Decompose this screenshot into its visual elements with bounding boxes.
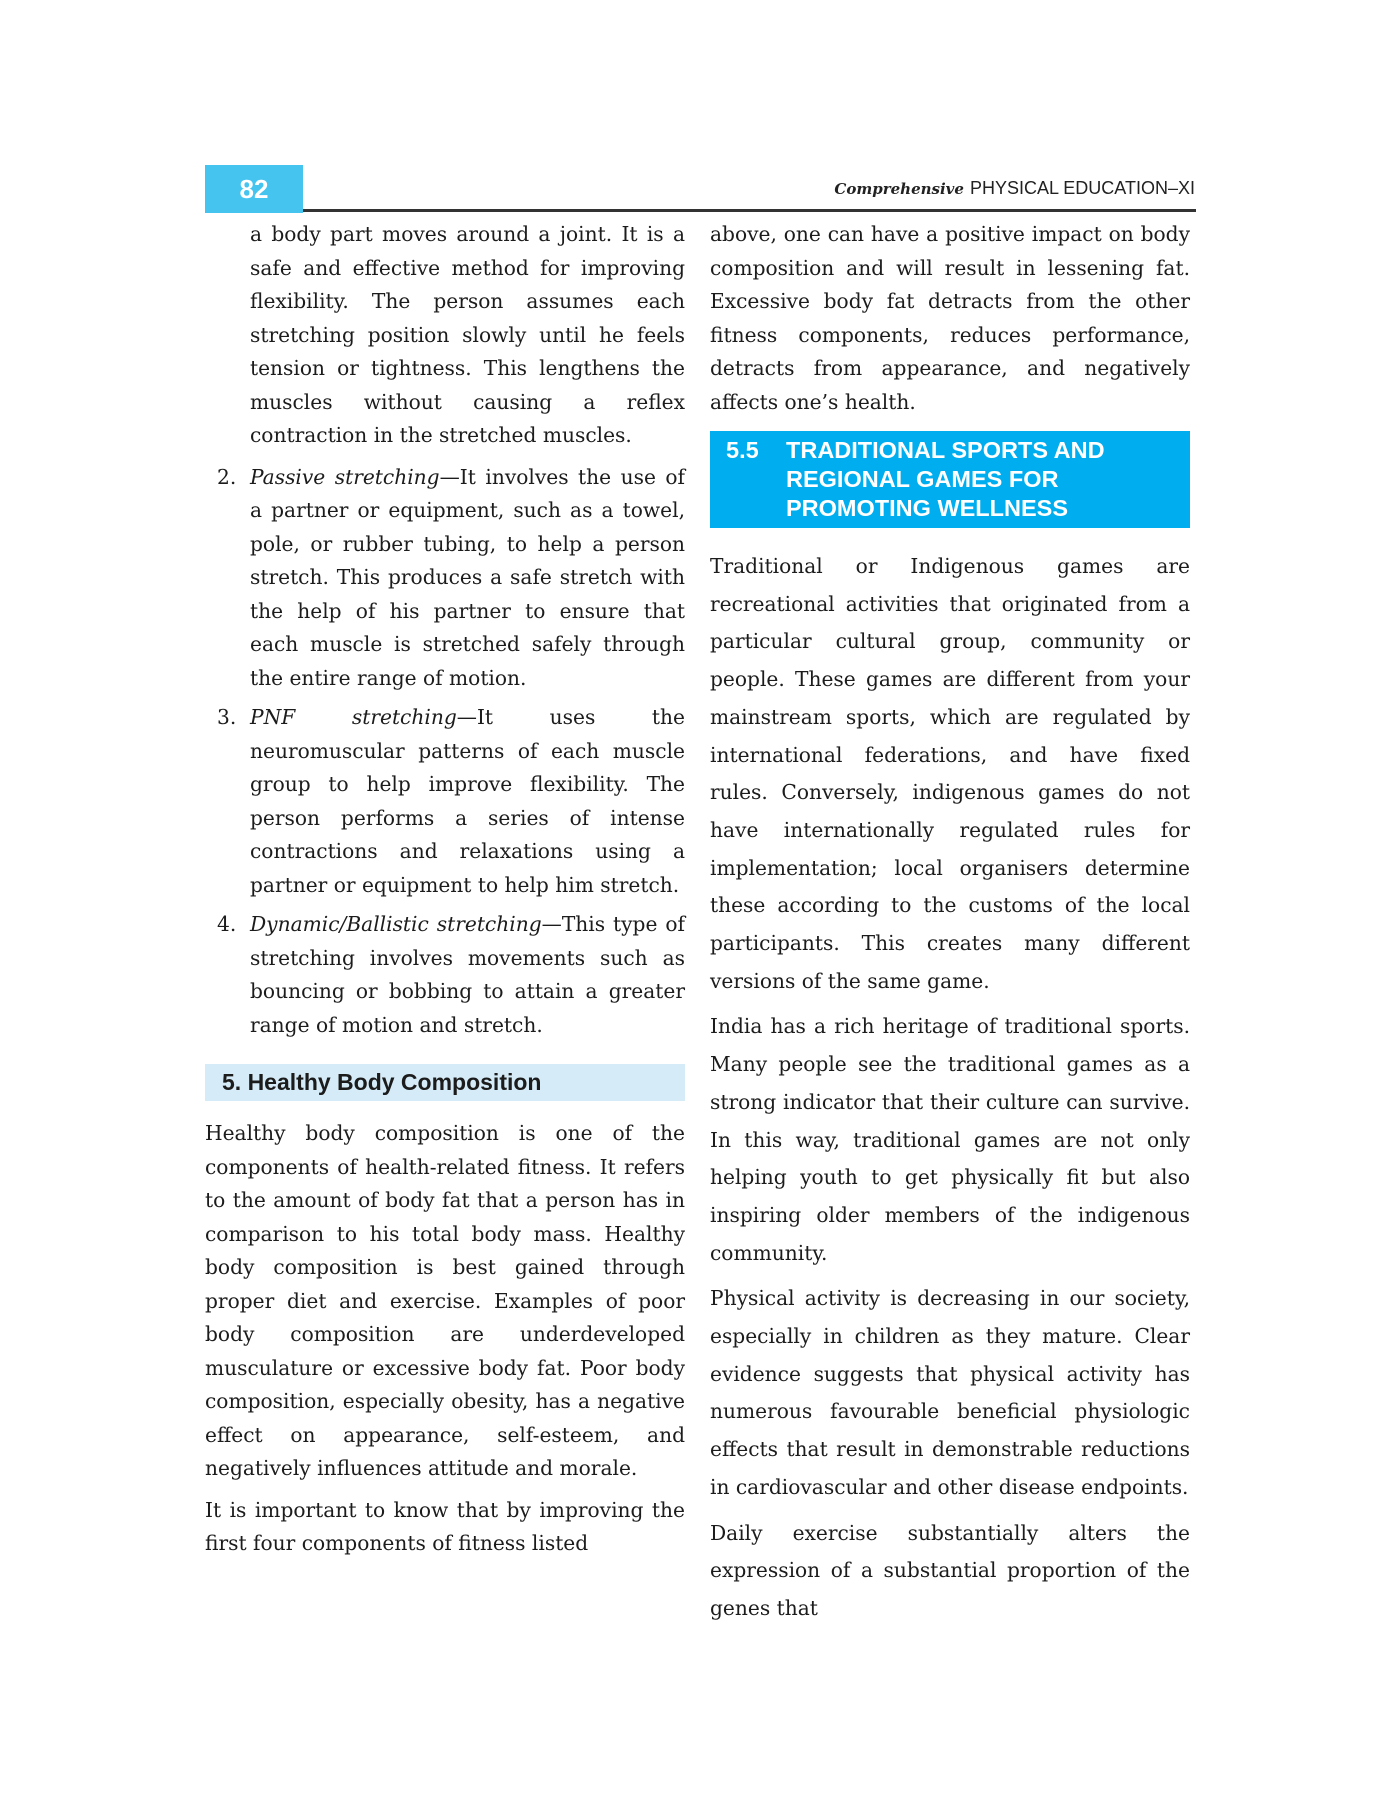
- paragraph: Traditional or Indigenous games are recreational activities that originated from a particular cultural group, community or people. These games are different from your mainstream sports, which are regulated by international federations, and have fixed rules. Conversely, indigenous games do not have internationally regulated rules for implementation; local organisers determine these according to the customs of the local participants. This creates many different versions of the same game.: [710, 554, 1190, 993]
- page-number: 82: [205, 165, 303, 213]
- section-title: TRADITIONAL SPORTS AND REGIONAL GAMES FOR PROMOTING WELLNESS: [786, 437, 1105, 521]
- right-column: [710, 218, 1190, 1636]
- paragraph: Daily exercise substantially alters the expression of a substantial proportion of the genes that: [710, 1520, 1190, 1620]
- continuation-paragraph: a body part moves around a joint. It is a safe and effective method for improving flexibility. The person assumes each stretching position slowly until he feels tension or tightness. This lengthens the muscles without causing a reflex contraction in the stretched muscles.: [250, 222, 685, 447]
- book-title: PHYSICAL EDUCATION–XI: [969, 178, 1195, 198]
- left-column: [205, 218, 685, 1569]
- section-number: 5.5: [726, 437, 759, 463]
- subheading-body-composition: 5. Healthy Body Composition: [205, 1064, 685, 1101]
- paragraph: Physical activity is decreasing in our society, especially in children as they mature. Clear evidence suggests that physical activity has numerous favourable beneficial physiologic effects that result in demonstrable reductions in cardiovascular and other disease endpoints.: [710, 1286, 1190, 1499]
- list-item-pnf-stretching: [205, 701, 685, 902]
- paragraph: India has a rich heritage of traditional sports. Many people see the traditional games as a strong indicator that their culture can survive. In this way, traditional games are not only helping youth to get physically fit but also inspiring older members of the indigenous community.: [710, 1014, 1190, 1265]
- list-term: PNF stretching: [250, 705, 457, 729]
- list-item-passive-stretching: [205, 461, 685, 696]
- list-text: —This type of stretching involves movements such as bouncing or bobbing to attain a greater range of motion and stretch.: [250, 912, 685, 1037]
- list-text: —It involves the use of a partner or equipment, such as a towel, pole, or rubber tubing, to help a person stretch. This produces a safe stretch with the help of his partner to ensure that each muscle is stretched safely through the entire range of motion.: [250, 464, 686, 690]
- list-term: Passive stretching: [250, 464, 440, 489]
- continuation-paragraph: above, one can have a positive impact on body composition and will result in lessening fat. Excessive body fat detracts from the other fitness components, reduces performance, detracts from appearance, and negatively affects one’s health.: [710, 222, 1190, 414]
- list-item-dynamic-stretching: [205, 908, 685, 1042]
- list-term: Dynamic/Ballistic stretching: [250, 912, 542, 936]
- section-heading: [710, 431, 1190, 528]
- running-head: [834, 178, 1195, 199]
- paragraph: It is important to know that by improving the first four components of fitness listed: [205, 1497, 685, 1555]
- book-title-script: Comprehensive: [834, 180, 964, 198]
- list-text: —It uses the neuromuscular patterns of each muscle group to help improve flexibility. The person performs a series of intense contractions and relaxations using a partner or equipment to help him stretch.: [250, 705, 685, 897]
- list-number: 2.: [217, 464, 237, 489]
- paragraph: Healthy body composition is one of the components of health-related fitness. It refers to the amount of body fat that a person has in comparison to his total body mass. Healthy body composition is best gained through proper diet and exercise. Examples of poor body composition are underdeveloped musculature or excessive body fat. Poor body composition, especially obesity, has a negative effect on appearance, self-esteem, and negatively influences attitude and morale.: [205, 1121, 685, 1480]
- header-rule: [303, 209, 1196, 212]
- list-number: 4.: [217, 912, 237, 936]
- list-number: 3.: [217, 705, 237, 729]
